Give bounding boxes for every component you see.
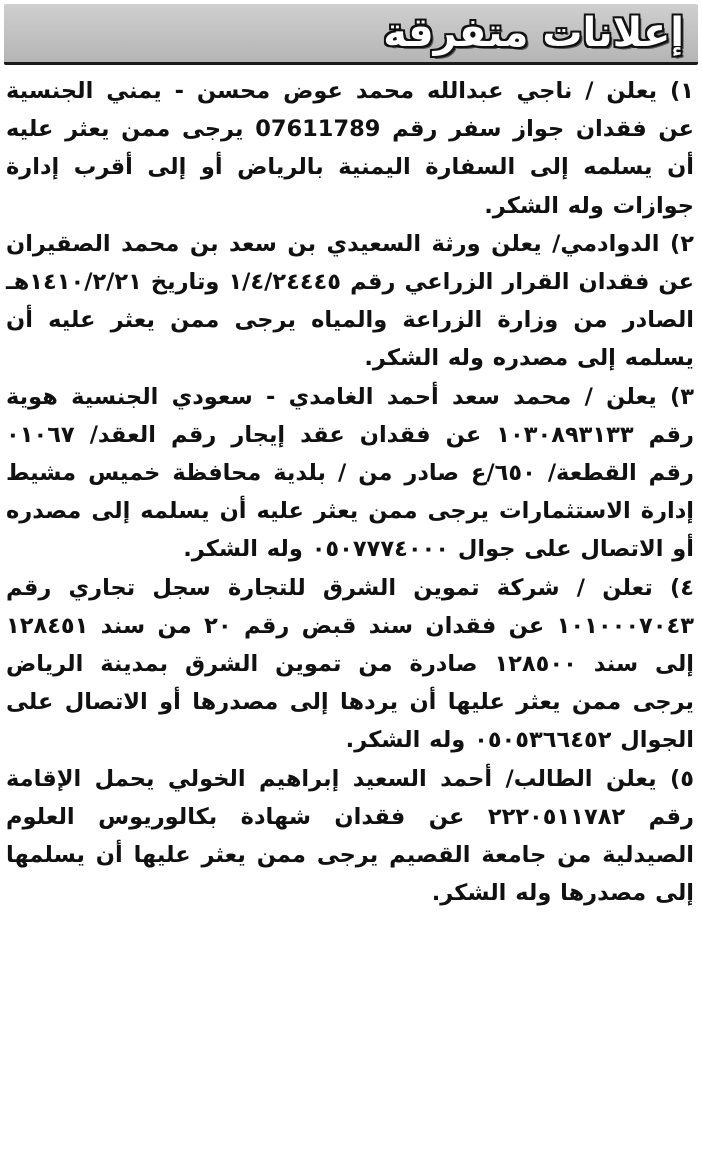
announcement-5 bbox=[6, 760, 694, 913]
announcement-text: تعلن / شركة تموين الشرق للتجارة سجل تجاري رقم ١٠١٠٠٠٧٠٤٣ عن فقدان سند قبض رقم ٢٠ من سند ١٢٨٤٥١ إلى سند ١٢٨٥٠٠ صادرة من تموين الشرق بمدينة الرياض يرجى ممن يعثر عليها أن يردها إلى مصدرها أو الاتصال على الجوال ٠٥٠٥٣٦٦٤٥٢ وله الشكر. bbox=[6, 574, 694, 754]
announcement-3 bbox=[6, 378, 694, 569]
announcement-number: ٣) bbox=[669, 383, 694, 410]
announcement-text: الدوادمي/ يعلن ورثة السعيدي بن سعد بن محمد الصقيران عن فقدان القرار الزراعي رقم ١/٤/٢٤٤٤٥ وتاريخ ١٤١٠/٢/٢١هـ الصادر من وزارة الزراعة والمياه يرجى ممن يعثر عليه أن يسلمه إلى مصدره وله الشكر. bbox=[6, 230, 694, 372]
announcement-text: يعلن الطالب/ أحمد السعيد إبراهيم الخولي يحمل الإقامة رقم ٢٢٢٠٥١١٧٨٢ عن فقدان شهادة بكالوريوس العلوم الصيدلية من جامعة القصيم يرجى ممن يعثر عليها أن يسلمها إلى مصدرها وله الشكر. bbox=[6, 765, 694, 907]
section-title: إعلانات متفرقة bbox=[383, 10, 684, 56]
announcement-number: ١) bbox=[669, 78, 694, 104]
announcement-number: ٤) bbox=[669, 574, 694, 601]
announcements-list bbox=[6, 72, 694, 912]
announcement-4 bbox=[6, 569, 694, 760]
section-header bbox=[4, 4, 698, 65]
announcement-text: يعلن / ناجي عبدالله محمد عوض محسن - يمني الجنسية عن فقدان جواز سفر رقم 07611789 يرجى ممن يعثر عليه أن يسلمه إلى السفارة اليمنية بالرياض أو إلى أقرب إدارة جوازات وله الشكر. bbox=[6, 78, 695, 219]
announcement-1 bbox=[6, 72, 694, 225]
announcement-number: ٥) bbox=[669, 765, 694, 792]
announcement-text: يعلن / محمد سعد أحمد الغامدي - سعودي الجنسية هوية رقم ١٠٣٠٨٩٣١٣٣ عن فقدان عقد إيجار رقم العقد/ ٠١٠٦٧ رقم القطعة/ ٦٥٠/ع صادر من / بلدية محافظة خميس مشيط إدارة الاستثمارات يرجى ممن يعثر عليه أن يسلمه إلى مصدره أو الاتصال على جوال ٠٥٠٧٧٧٤٠٠٠ وله الشكر. bbox=[6, 383, 694, 563]
announcement-2 bbox=[6, 225, 694, 378]
announcement-number: ٢) bbox=[669, 230, 694, 257]
